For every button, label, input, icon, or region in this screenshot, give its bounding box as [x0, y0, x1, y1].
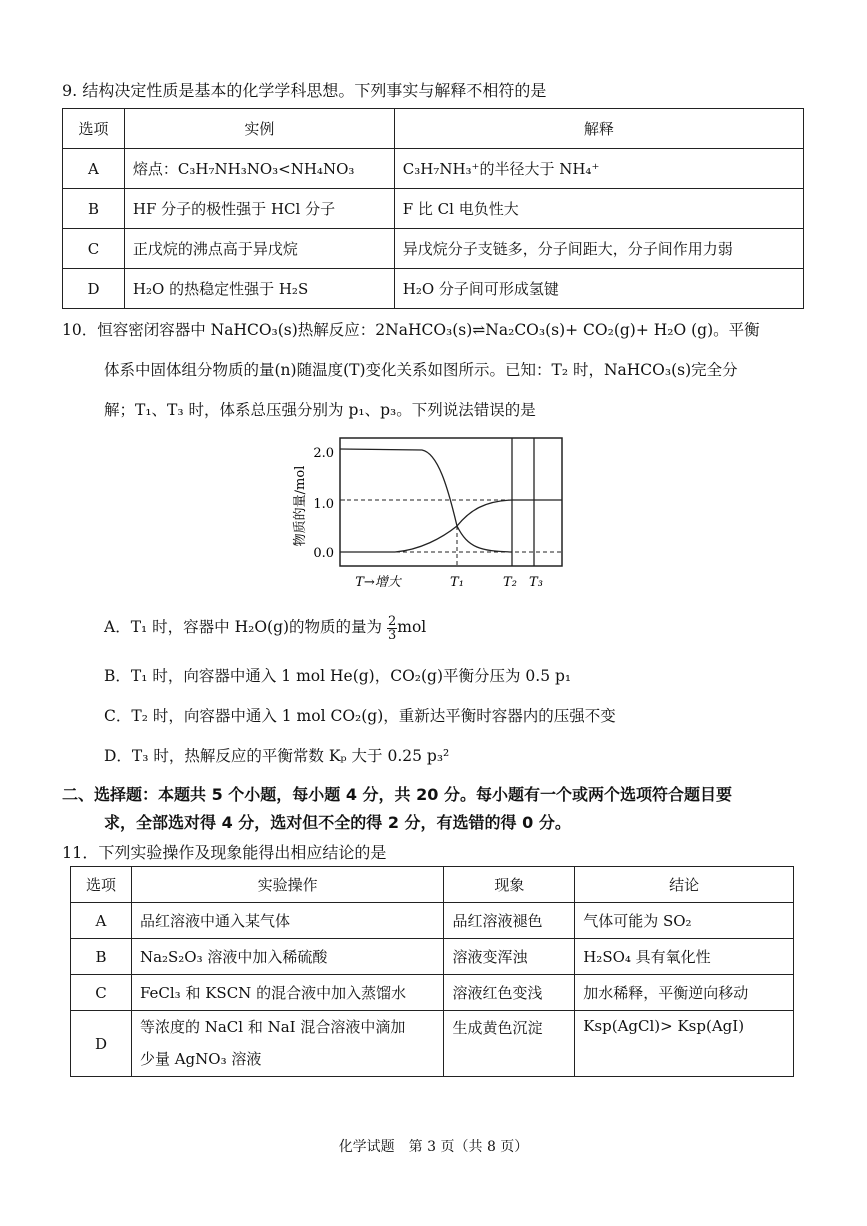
q11-row-b-phenomenon: 溶液变浑浊 — [444, 939, 575, 975]
q11-row-b-operation: Na₂S₂O₃ 溶液中加入稀硫酸 — [131, 939, 444, 975]
table-row — [63, 229, 804, 269]
q9-table — [62, 108, 804, 309]
table-row — [71, 1011, 794, 1077]
q9-row-b-example: HF 分子的极性强于 HCl 分子 — [124, 189, 394, 229]
q11-row-d-option: D — [71, 1011, 132, 1077]
q9-row-a-option: A — [63, 149, 125, 189]
q11-row-c-conclusion: 加水稀释，平衡逆向移动 — [575, 975, 794, 1011]
q11-header-operation: 实验操作 — [131, 867, 444, 903]
table-row — [63, 269, 804, 309]
q9-stem: 9. 结构决定性质是基本的化学学科思想。下列事实与解释不相符的是 — [62, 81, 547, 100]
q11-header-phenomenon: 现象 — [444, 867, 575, 903]
series-na2co3-curve — [340, 500, 562, 552]
q9-row-b-option: B — [63, 189, 125, 229]
page-footer: 化学试题 第 3 页（共 8 页） — [338, 1139, 529, 1155]
q11-row-a-operation: 品红溶液中通入某气体 — [131, 903, 444, 939]
q11-row-b-option: B — [71, 939, 132, 975]
q11-table-header — [71, 867, 794, 903]
x-tick-t1: T₁ — [450, 575, 464, 590]
q11-row-d-operation-line1: 等浓度的 NaCl 和 NaI 混合溶液中滴加 — [139, 1018, 406, 1036]
q11-row-d-phenomenon: 生成黄色沉淀 — [444, 1011, 575, 1077]
q11-row-a-option: A — [71, 903, 132, 939]
q10-stem-line1: 10．恒容密闭容器中 NaHCO₃(s)热解反应：2NaHCO₃(s)⇌Na₂CO₃(s)+ CO₂(g)+ H₂O (g)。平衡 — [62, 321, 760, 339]
x-tick-t2: T₂ — [503, 575, 517, 590]
q11-row-c-option: C — [71, 975, 132, 1011]
q10-option-c[interactable]: C．T₂ 时，向容器中通入 1 mol CO₂(g)，重新达平衡时容器内的压强不变 — [104, 707, 616, 725]
q10-stem-line2: 体系中固体组分物质的量(n)随温度(T)变化关系如图所示。已知：T₂ 时，NaHCO₃(s)完全分 — [104, 361, 738, 379]
q10-option-a-text: A．T₁ 时，容器中 H₂O(g)的物质的量为 — [104, 618, 387, 636]
y-axis-label: 物质的量/mol — [293, 465, 308, 547]
q9-table-header — [63, 109, 804, 149]
table-row — [71, 939, 794, 975]
fraction-denominator: 3 — [387, 627, 397, 643]
q11-row-c-phenomenon: 溶液红色变浅 — [444, 975, 575, 1011]
y-tick-2: 2.0 — [313, 446, 334, 461]
q9-row-c-option: C — [63, 229, 125, 269]
q11-row-c-operation: FeCl₃ 和 KSCN 的混合液中加入蒸馏水 — [131, 975, 444, 1011]
q9-row-d-explain: H₂O 分子间可形成氢键 — [394, 269, 803, 309]
fraction-numerator: 2 — [387, 613, 397, 629]
q11-row-b-conclusion: H₂SO₄ 具有氧化性 — [575, 939, 794, 975]
q9-row-d-option: D — [63, 269, 125, 309]
q9-row-a-explain: C₃H₇NH₃⁺的半径大于 NH₄⁺ — [394, 149, 803, 189]
q10-chart — [290, 428, 590, 598]
fraction — [387, 615, 397, 642]
table-row — [71, 903, 794, 939]
q9-row-b-explain: F 比 Cl 电负性大 — [394, 189, 803, 229]
q9-header-option: 选项 — [63, 109, 125, 149]
q11-row-a-conclusion: 气体可能为 SO₂ — [575, 903, 794, 939]
q9-row-c-example: 正戊烷的沸点高于异戊烷 — [124, 229, 394, 269]
q9-row-d-example: H₂O 的热稳定性强于 H₂S — [124, 269, 394, 309]
q9-header-explain: 解释 — [394, 109, 803, 149]
q11-header-conclusion: 结论 — [575, 867, 794, 903]
q11-row-a-phenomenon: 品红溶液褪色 — [444, 903, 575, 939]
section2-instructions-line1: 二、选择题：本题共 5 个小题，每小题 4 分，共 20 分。每小题有一个或两个选项符合题目要 — [62, 785, 732, 804]
q10-option-b[interactable]: B．T₁ 时，向容器中通入 1 mol He(g)，CO₂(g)平衡分压为 0.5 p₁ — [104, 667, 572, 685]
table-row — [63, 189, 804, 229]
q11-stem: 11．下列实验操作及现象能得出相应结论的是 — [62, 843, 387, 862]
section2-instructions-line2: 求，全部选对得 4 分，选对但不全的得 2 分，有选错的得 0 分。 — [104, 813, 571, 832]
x-axis-label: T→增大 — [355, 575, 401, 590]
q10-option-a[interactable] — [104, 612, 426, 642]
table-row — [71, 975, 794, 1011]
y-tick-1: 1.0 — [313, 497, 334, 512]
q11-table — [70, 866, 794, 1077]
q11-row-d-conclusion: Ksp(AgCl)> Ksp(AgI) — [575, 1011, 794, 1077]
table-row — [63, 149, 804, 189]
q10-stem-line3: 解；T₁、T₃ 时，体系总压强分别为 p₁、p₃。下列说法错误的是 — [104, 401, 536, 419]
q10-option-d[interactable]: D．T₃ 时，热解反应的平衡常数 Kₚ 大于 0.25 p₃² — [104, 747, 450, 765]
y-tick-0: 0.0 — [313, 546, 334, 561]
q9-row-c-explain: 异戊烷分子支链多，分子间距大，分子间作用力弱 — [394, 229, 803, 269]
q9-row-a-example: 熔点：C₃H₇NH₃NO₃<NH₄NO₃ — [124, 149, 394, 189]
q11-row-d-operation-line2: 少量 AgNO₃ 溶液 — [139, 1050, 262, 1068]
q11-header-option: 选项 — [71, 867, 132, 903]
q9-header-example: 实例 — [124, 109, 394, 149]
q11-row-d-operation — [131, 1011, 444, 1077]
q10-option-a-unit: mol — [397, 618, 427, 636]
x-tick-t3: T₃ — [529, 575, 543, 590]
